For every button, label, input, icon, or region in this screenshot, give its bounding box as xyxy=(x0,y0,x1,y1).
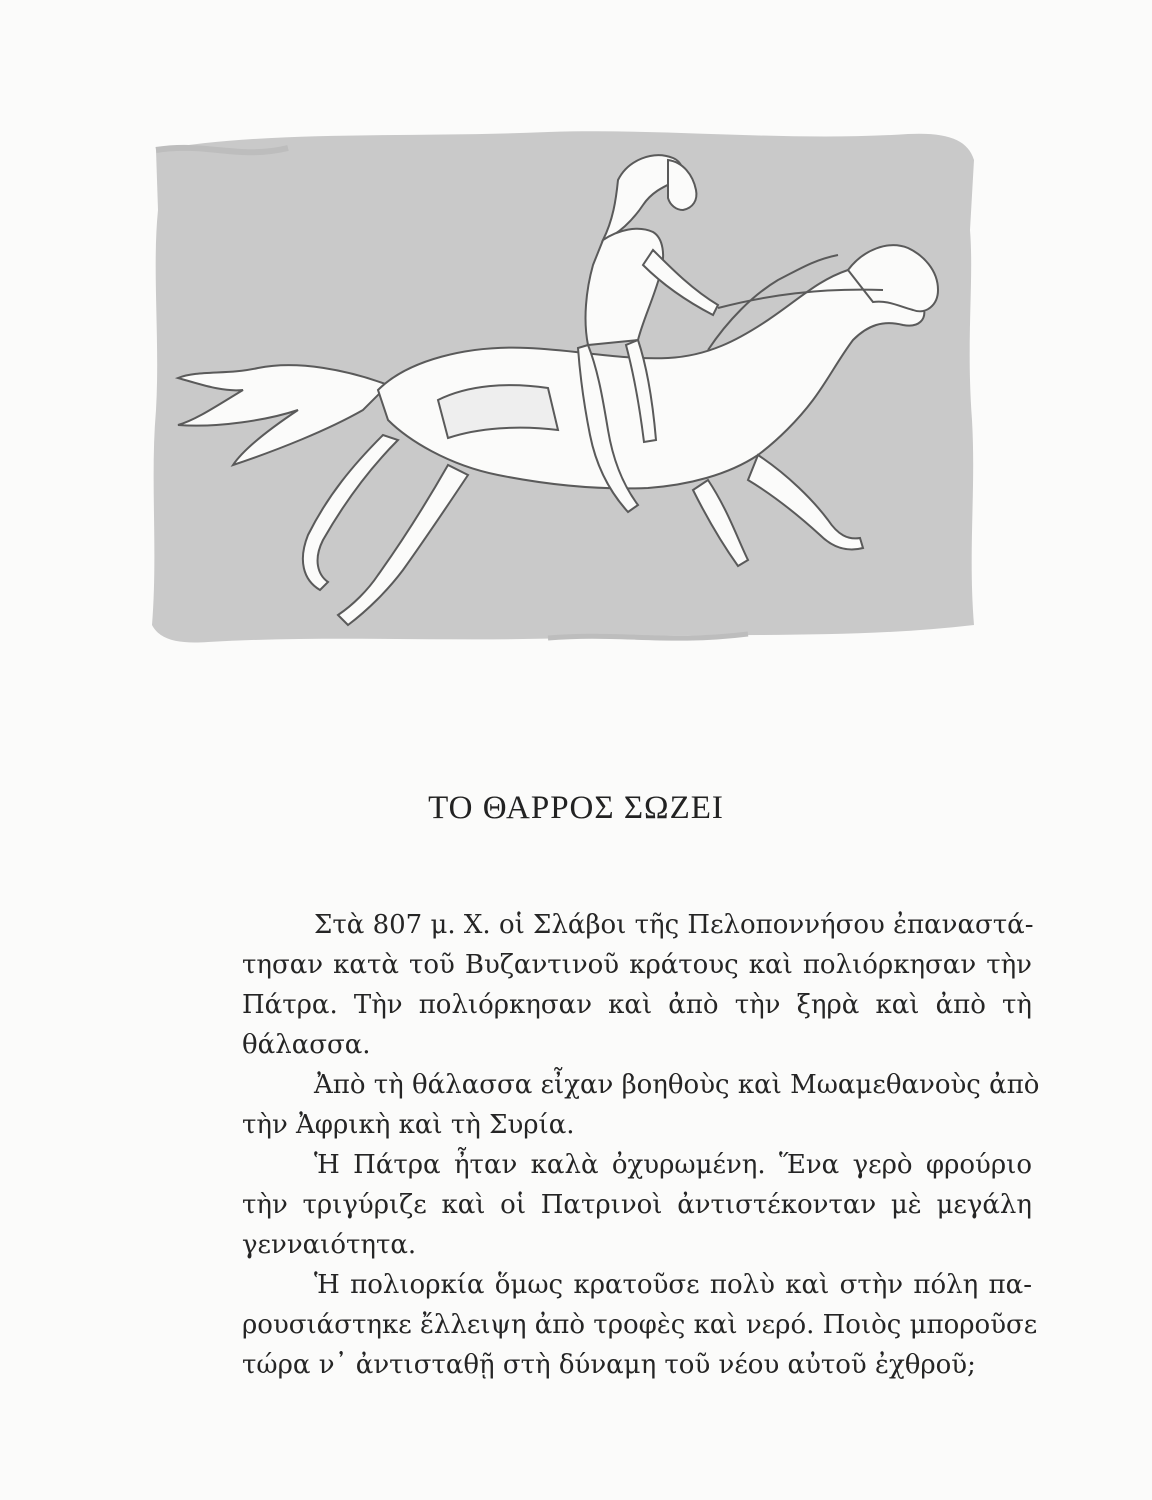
text-line: Ἀπὸ τὴ θάλασσα εἶχαν βοηθοὺς καὶ Μωαμεθανοὺς ἀπὸ xyxy=(314,1070,1040,1100)
text-line: τὴν Ἀφρικὴ καὶ τὴ Συρία. xyxy=(242,1110,575,1140)
text-line: γενναιότητα. xyxy=(242,1230,417,1260)
page-title: ΤΟ ΘΑΡΡΟΣ ΣΩΖΕΙ xyxy=(428,790,724,826)
text-line: Ἡ Πάτρα ἦταν καλὰ ὀχυρωμένη. Ἕνα γερὸ φρούριο xyxy=(314,1150,1032,1180)
text-line: τώρα ν᾿ ἀντισταθῇ στὴ δύναμη τοῦ νέου αὐτοῦ ἐχθροῦ; xyxy=(242,1350,976,1380)
paragraph-1 xyxy=(170,905,1032,1065)
text-line: ρουσιάστηκε ἔλλειψη ἀπὸ τροφὲς καὶ νερό. Ποιὸς μποροῦσε xyxy=(242,1310,1038,1340)
paragraph-4 xyxy=(170,1265,1038,1385)
paragraph-2 xyxy=(170,1065,1040,1145)
text-line: θάλασσα. xyxy=(242,1030,371,1060)
horse-rider-illustration xyxy=(148,120,978,650)
illustration-svg xyxy=(148,120,978,650)
story-body xyxy=(170,905,1040,1385)
text-line: τὴν τριγύριζε καὶ οἱ Πατρινοὶ ἀντιστέκονταν μὲ μεγάλη xyxy=(242,1190,1032,1220)
text-line: τησαν κατὰ τοῦ Βυζαντινοῦ κράτους καὶ πολιόρκησαν τὴν xyxy=(242,950,1032,980)
paragraph-3 xyxy=(170,1145,1032,1265)
text-line: Ἡ πολιορκία ὅμως κρατοῦσε πολὺ καὶ στὴν πόλη πα- xyxy=(314,1270,1032,1300)
text-line: Πάτρα. Τὴν πολιόρκησαν καὶ ἀπὸ τὴν ξηρὰ καὶ ἀπὸ τὴ xyxy=(242,990,1032,1020)
text-line: Στὰ 807 μ. Χ. οἱ Σλάβοι τῆς Πελοποννήσου ἐπαναστά- xyxy=(314,910,1034,940)
